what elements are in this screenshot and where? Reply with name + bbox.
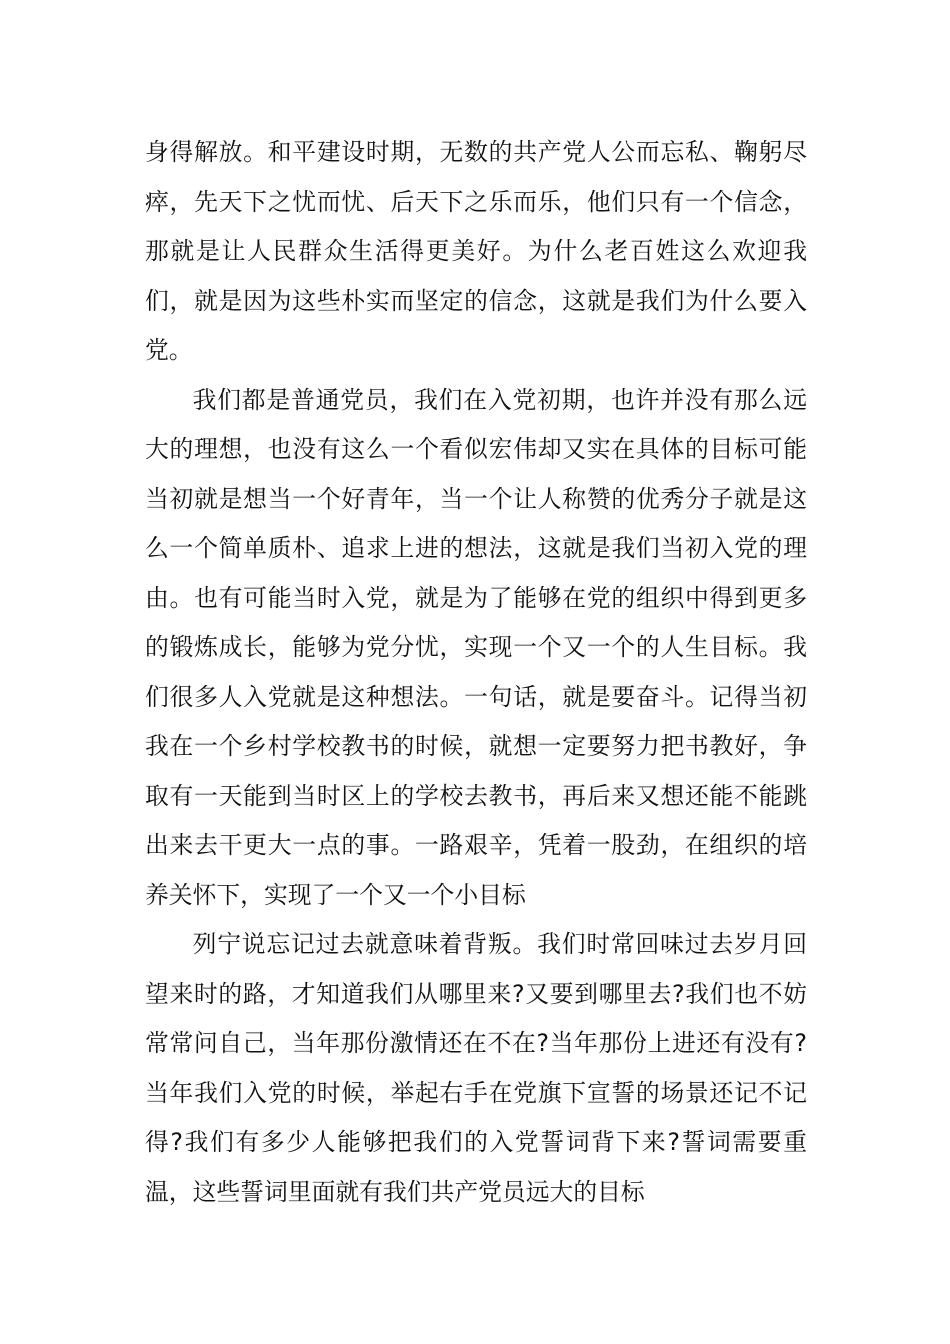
paragraph-2: 我们都是普通党员，我们在入党初期，也许并没有那么远大的理想，也没有这么一个看似宏伟却又实在具体的目标可能当初就是想当一个好青年，当一个让人称赞的优秀分子就是这么一个简单质朴、追求上进的想法，这就是我们当初入党的理由。也有可能当时入党，就是为了能够在党的组织中得到更多的锻炼成长，能够为党分忧，实现一个又一个的人生目标。我们很多人入党就是这种想法。一句话，就是要奋斗。记得当初我在一个乡村学校教书的时候，就想一定要努力把书教好，争取有一天能到当时区上的学校去教书，再后来又想还能不能跳出来去干更大一点的事。一路艰辛，凭着一股劲，在组织的培养关怀下，实现了一个又一个小目标 [145, 385, 807, 909]
paragraph-3: 列宁说忘记过去就意味着背叛。我们时常回味过去岁月回望来时的路，才知道我们从哪里来?又要到哪里去?我们也不妨常常问自己，当年那份激情还在不在?当年那份上进还有没有?当年我们入党的时候，举起右手在党旗下宣誓的场景还记不记得?我们有多少人能够把我们的入党誓词背下来?誓词需要重温，这些誓词里面就有我们共产党员远大的目标 [145, 930, 807, 1206]
document-page [145, 128, 807, 1217]
paragraph-1: 身得解放。和平建设时期，无数的共产党人公而忘私、鞠躬尽瘁，先天下之忧而忧、后天下之乐而乐，他们只有一个信念，那就是让人民群众生活得更美好。为什么老百姓这么欢迎我们，就是因为这些朴实而坚定的信念，这就是我们为什么要入党。 [145, 138, 807, 364]
